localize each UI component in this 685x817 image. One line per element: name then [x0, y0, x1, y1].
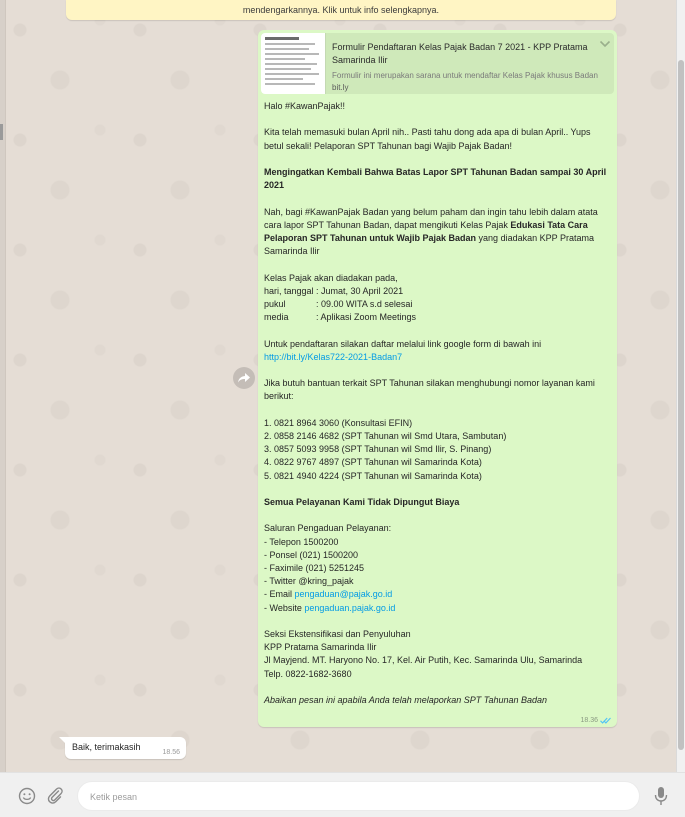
msg-complaint-phone: - Telepon 1500200 — [264, 536, 339, 547]
msg-schedule-time — [264, 298, 612, 311]
contact-item: 4. 0822 9767 4897 (SPT Tahunan wil Samarinda Kota) — [264, 457, 482, 468]
contact-item: 1. 0821 8964 3060 (Konsultasi EFIN) — [264, 417, 413, 428]
msg-reminder: Mengingatkan Kembali Bahwa Batas Lapor SPT Tahunan Badan sampai 30 April 2021 — [264, 166, 607, 191]
email-label: - Email — [264, 589, 295, 600]
microphone-icon[interactable] — [654, 786, 668, 806]
msg-schedule-media — [264, 311, 612, 324]
left-panel-edge — [0, 0, 6, 772]
scrollbar-thumb[interactable] — [678, 60, 684, 750]
message-input-box[interactable] — [77, 781, 640, 811]
msg-complaint-twitter: - Twitter @kring_pajak — [264, 576, 354, 587]
double-check-icon — [600, 717, 611, 724]
website-label: - Website — [264, 602, 305, 613]
msg-complaint-fax: - Faximile (021) 5251245 — [264, 562, 365, 573]
msg-complaint-title: Saluran Pengaduan Pelayanan: — [264, 523, 392, 534]
msg-invite-bold: Edukasi Tata Cara Pelaporan SPT Tahunan untuk Wajib Pajak Badan — [264, 219, 588, 243]
msg-greeting: Halo #KawanPajak!! — [264, 101, 346, 111]
registration-link[interactable]: http://bit.ly/Kelas722-2021-Badan7 — [264, 351, 403, 362]
chevron-down-icon[interactable] — [599, 39, 611, 49]
incoming-message-text: Baik, terimakasih — [72, 742, 141, 752]
outgoing-message[interactable] — [258, 30, 617, 727]
link-preview-thumbnail — [261, 33, 326, 94]
msg-signature-1: Seksi Ekstensifikasi dan Penyuluhan — [264, 628, 411, 639]
msg-invite-pre: Nah, bagi #KawanPajak Badan yang belum paham dan ingin tahu lebih dalam atata cara lapor SPT Tahunan Badan, dapat mengikuti Kelas Pajak — [264, 206, 598, 230]
encryption-notice[interactable] — [66, 0, 616, 20]
msg-invite-post: yang diadakan KPP Pratama Samarinda Ilir — [264, 232, 594, 257]
emoji-icon[interactable] — [18, 787, 36, 805]
contact-item: 2. 0858 2146 4682 (SPT Tahunan wil Smd Utara, Sambutan) — [264, 430, 507, 441]
msg-signature-4: Telp. 0822-1682-3680 — [264, 668, 352, 679]
link-preview-domain: bit.ly — [332, 83, 349, 92]
panel-resize-handle[interactable] — [0, 124, 3, 140]
incoming-message-time: 18.56 — [162, 749, 180, 756]
msg-intro: Kita telah memasuki bulan April nih.. Pasti tahu dong ada apa di bulan April.. Yups betul sekali! Pelaporan SPT Tahunan bagi Wajib Pajak Badan! — [264, 127, 591, 151]
msg-signature-3: Jl Mayjend. MT. Haryono No. 17, Kel. Air Putih, Kec. Samarinda Ulu, Samarinda — [264, 655, 583, 666]
msg-complaint-ponsel: - Ponsel (021) 1500200 — [264, 549, 359, 560]
link-preview[interactable] — [261, 33, 614, 94]
link-preview-description: Formulir ini merupakan sarana untuk mendaftar Kelas Pajak khusus Badan — [332, 71, 598, 80]
msg-schedule-time-label: pukul — [264, 298, 286, 309]
msg-schedule-intro: Kelas Pajak akan diadakan pada, — [264, 272, 398, 283]
link-preview-title: Formulir Pendaftaran Kelas Pajak Badan 7 2021 - KPP Pratama Samarinda Ilir — [332, 42, 588, 65]
msg-closing: Abaikan pesan ini apabila Anda telah melaporkan SPT Tahunan Badan — [264, 694, 548, 705]
composer-bar — [0, 772, 685, 817]
message-time: 18.36 — [580, 717, 598, 724]
msg-schedule-media-label: media — [264, 312, 289, 323]
msg-complaint-website — [264, 602, 612, 615]
message-text — [264, 100, 612, 707]
contact-item: 5. 0821 4940 4224 (SPT Tahunan wil Samarinda Kota) — [264, 470, 482, 481]
message-meta — [580, 717, 611, 724]
msg-schedule-time-value: : 09.00 WITA s.d selesai — [316, 298, 413, 309]
website-link[interactable]: pengaduan.pajak.go.id — [304, 602, 396, 613]
msg-register-text: Untuk pendaftaran silakan daftar melalui link google form di bawah ini — [264, 338, 542, 349]
forward-icon — [238, 373, 250, 383]
msg-help-text: Jika butuh bantuan terkait SPT Tahunan silakan menghubungi nomor layanan kami berikut: — [264, 378, 595, 402]
forward-button[interactable] — [233, 367, 255, 389]
paperclip-icon[interactable] — [46, 786, 64, 804]
msg-invite — [264, 206, 612, 259]
msg-schedule-date: hari, tanggal : Jumat, 30 April 2021 — [264, 285, 404, 296]
msg-schedule-media-value: : Aplikasi Zoom Meetings — [316, 312, 417, 323]
contact-item: 3. 0857 5093 9958 (SPT Tahunan wil Smd Ilir, S. Pinang) — [264, 444, 492, 455]
chat-scrollbar[interactable] — [676, 0, 685, 772]
email-link[interactable]: pengaduan@pajak.go.id — [294, 589, 393, 600]
msg-signature-2: KPP Pratama Samarinda Ilir — [264, 642, 377, 653]
msg-free-service: Semua Pelayanan Kami Tidak Dipungut Biaya — [264, 496, 460, 507]
notice-text: mendengarkannya. Klik untuk info selengkapnya. — [242, 5, 440, 15]
msg-complaint-email — [264, 588, 612, 601]
incoming-message[interactable] — [65, 737, 186, 759]
message-input[interactable] — [90, 789, 610, 805]
